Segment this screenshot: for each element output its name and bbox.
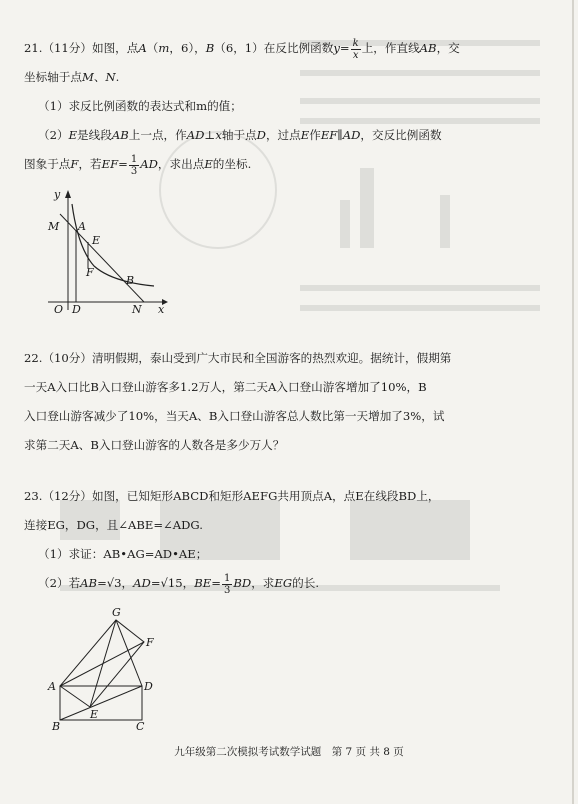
label-x: x	[158, 303, 165, 316]
q23-line2: 连接EG，DG，且∠ABE=∠ADG.	[24, 518, 203, 532]
label-n: N	[132, 303, 142, 316]
q21-part1: （1）求反比例函数的表达式和m的值；	[38, 99, 242, 113]
label-g: G	[112, 606, 121, 619]
question-21	[24, 34, 554, 179]
label-m: M	[48, 220, 60, 233]
line-ab	[60, 214, 144, 302]
label-e: E	[92, 234, 101, 247]
label-e: E	[90, 708, 99, 721]
page-footer: 九年级第二次模拟考试数学试题 第 7 页 共 8 页	[174, 746, 404, 758]
label-d: D	[144, 680, 153, 693]
label-c: C	[136, 720, 145, 733]
label-o: O	[54, 303, 64, 316]
q21-figure	[42, 186, 172, 316]
page-edge	[572, 0, 574, 804]
q22-line3: 入口登山游客减少了10%，当天A、B入口登山游客总人数比第一天增加了3%，试	[24, 409, 445, 423]
hyperbola-curve	[72, 204, 154, 286]
label-a: A	[48, 680, 56, 693]
q23-figure	[46, 604, 166, 734]
y-axis-arrow	[65, 190, 71, 198]
label-y: y	[54, 188, 61, 201]
q23-line1: 23.（12分）如图，已知矩形ABCD和矩形AEFG共用顶点A，点E在线段BD上，	[24, 489, 440, 503]
q22-line4: 求第二天A、B入口登山游客的人数各是多少万人？	[24, 438, 285, 452]
q22-line1: 22.（10分）清明假期，泰山受到广大市民和全国游客的热烈欢迎。据统计，假期第	[24, 351, 452, 365]
segment-af	[60, 642, 144, 686]
label-f: F	[86, 266, 94, 279]
label-d: D	[72, 303, 81, 316]
q23-part1: （1）求证：AB•AG=AD•AE；	[38, 547, 208, 561]
label-a: A	[78, 220, 86, 233]
label-b: B	[126, 274, 135, 287]
question-22	[24, 344, 554, 460]
q21-part2: （2）E是线段AB上一点，作AD⊥x轴于点D，过点E作EF∥AD，交反比例函数	[38, 128, 442, 142]
label-b: B	[52, 720, 61, 733]
diagonal-bd	[60, 686, 142, 720]
q23-part2: （2）若AB=√3，AD=√15，BE= $\frac{1}{3}$ BD，求EG的长.	[38, 572, 319, 596]
q21-line5: 图象于点F，若EF= $\frac{1}{3}$ AD，求出点E的坐标.	[24, 153, 252, 177]
q22-line2: 一天A入口比B入口登山游客多1.2万人，第二天A入口登山游客增加了10%，B	[24, 380, 427, 394]
question-23	[24, 482, 554, 598]
label-f: F	[146, 636, 154, 649]
q21-line2: 坐标轴于点M、N.	[24, 70, 120, 84]
q21-line1: 21.（11分）如图，点A（m，6），B（6，1）在反比例函数y= $\frac{k}{x}$ 上，作直线AB，交	[24, 37, 460, 61]
